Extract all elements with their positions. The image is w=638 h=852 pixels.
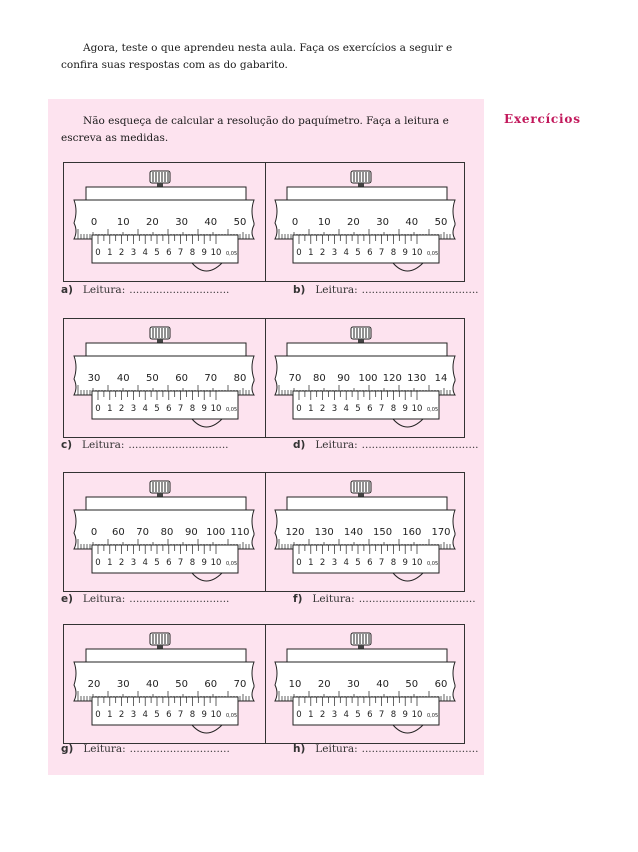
main-scale-number: 100 (358, 373, 378, 384)
vernier-number: 5 (154, 710, 160, 720)
vernier-number: 0 (296, 248, 302, 258)
exercise-letter: h) (293, 743, 306, 755)
vernier-number: 4 (343, 248, 349, 258)
vernier-number: 3 (130, 248, 137, 258)
main-scale-number: 40 (146, 679, 159, 690)
caliper-jaw (393, 725, 423, 733)
intro-paragraph: Agora, teste o que aprendeu nesta aula. Faça os exercícios a seguir e confira suas respostas com as do gabarito. (61, 42, 453, 71)
vernier-number: 6 (367, 404, 373, 414)
reading-label: Leitura: (82, 284, 126, 296)
caliper-jaw (192, 419, 222, 427)
vernier-number: 6 (166, 404, 172, 414)
vernier-number: 4 (142, 710, 148, 720)
vernier-number: 6 (367, 710, 373, 720)
caliper-diagram (64, 473, 264, 591)
main-scale-number: 50 (175, 679, 188, 690)
vernier-number: 10 (411, 710, 423, 720)
vernier-number: 7 (378, 404, 385, 414)
vernier-number: 8 (390, 558, 397, 568)
instruction-paragraph: Não esqueça de calcular a resolução do paquímetro. Faça a leitura e escreva as medidas. (61, 115, 449, 144)
main-scale-number: 140 (343, 527, 363, 538)
vernier-number: 6 (367, 248, 373, 258)
main-scale-number: 14 (434, 373, 448, 384)
exercises-side-label: Exercícios (504, 112, 581, 126)
vernier-number: 5 (355, 710, 361, 720)
reading-line (293, 593, 476, 605)
main-scale-number: 30 (376, 217, 389, 228)
vernier-number: 2 (319, 248, 326, 258)
main-scale-number: 120 (382, 373, 402, 384)
reading-answer-blank[interactable]: .............................. (129, 743, 230, 755)
vernier-number: 1 (308, 248, 314, 258)
vernier-number: 10 (411, 248, 423, 258)
vernier-number: 5 (355, 558, 361, 568)
reading-line (293, 743, 478, 755)
reading-label: Leitura: (315, 439, 358, 451)
vernier-number: 0 (95, 248, 101, 258)
exercise-letter: g) (61, 743, 74, 755)
caliper-diagram (64, 319, 264, 437)
main-scale-number: 60 (204, 679, 218, 690)
vernier-number: 10 (210, 404, 222, 414)
vernier-number: 8 (189, 248, 196, 258)
vernier-number: 3 (331, 248, 338, 258)
vernier-number: 8 (189, 404, 196, 414)
vernier-unit-label: 0,05 (427, 251, 439, 257)
vernier-number: 10 (210, 248, 222, 258)
vernier-number: 7 (378, 710, 385, 720)
main-scale-number: 70 (288, 373, 302, 384)
main-scale-number: 100 (206, 527, 226, 538)
vernier-number: 9 (201, 404, 207, 414)
main-scale-number: 50 (405, 679, 419, 690)
main-scale-number: 30 (116, 679, 130, 690)
main-scale-number: 40 (376, 679, 389, 690)
vernier-number: 0 (95, 404, 101, 414)
reading-label: Leitura: (312, 593, 355, 605)
vernier-number: 7 (177, 248, 184, 258)
caliper-figure-pair (63, 624, 465, 744)
vernier-number: 4 (142, 558, 148, 568)
caliper-diagram (265, 473, 465, 591)
caliper-main-scale (275, 200, 455, 239)
caliper-main-scale (275, 662, 455, 701)
main-scale-number: 70 (136, 527, 150, 538)
exercise-letter: b) (293, 284, 306, 296)
reading-answer-blank[interactable]: .............................. (129, 593, 230, 605)
vernier-number: 2 (319, 710, 326, 720)
vernier-number: 7 (177, 558, 184, 568)
vernier-number: 5 (154, 248, 160, 258)
caliper-figure-pair (63, 162, 465, 282)
vernier-number: 5 (355, 248, 361, 258)
vernier-number: 0 (296, 558, 302, 568)
vernier-number: 1 (107, 248, 113, 258)
main-scale-number: 160 (402, 527, 422, 538)
reading-answer-blank[interactable]: ................................... (361, 284, 479, 296)
vernier-number: 2 (319, 558, 326, 568)
vernier-number: 1 (308, 558, 314, 568)
vernier-number: 0 (95, 710, 101, 720)
main-scale-number: 30 (175, 217, 188, 228)
vernier-number: 8 (390, 404, 397, 414)
vernier-number: 3 (331, 404, 338, 414)
vernier-unit-label: 0,05 (427, 713, 439, 719)
vernier-number: 1 (107, 710, 113, 720)
reading-line (61, 743, 230, 755)
main-scale-number: 40 (116, 373, 130, 384)
main-scale-number: 130 (407, 373, 427, 384)
vernier-number: 2 (118, 710, 125, 720)
caliper-diagram (265, 163, 465, 281)
caliper-jaw (192, 263, 222, 271)
main-scale-number: 20 (317, 679, 331, 690)
vernier-number: 2 (319, 404, 326, 414)
vernier-number: 2 (118, 404, 125, 414)
vernier-number: 9 (402, 248, 408, 258)
vernier-number: 9 (402, 404, 408, 414)
main-scale-number: 30 (87, 373, 101, 384)
main-scale-number: 150 (373, 527, 393, 538)
main-scale-number: 10 (317, 217, 331, 228)
caliper-jaw (192, 725, 222, 733)
exercise-letter: d) (293, 439, 306, 451)
reading-label: Leitura: (315, 284, 358, 296)
vernier-number: 1 (308, 710, 314, 720)
main-scale-number: 50 (146, 373, 159, 384)
vernier-number: 3 (130, 710, 137, 720)
main-scale-number: 90 (337, 373, 351, 384)
main-scale-number: 80 (160, 527, 174, 538)
vernier-number: 4 (343, 710, 349, 720)
main-scale-number: 80 (233, 373, 247, 384)
vernier-number: 10 (411, 558, 423, 568)
main-scale-number: 120 (285, 527, 305, 538)
vernier-number: 6 (166, 248, 172, 258)
vernier-number: 5 (355, 404, 361, 414)
caliper-figure-pair (63, 318, 465, 438)
main-scale-number: 90 (184, 527, 198, 538)
caliper-thumb-wheel (150, 171, 170, 187)
vernier-number: 2 (118, 248, 125, 258)
reading-line (293, 284, 479, 296)
main-scale-number: 80 (312, 373, 326, 384)
vernier-number: 0 (296, 404, 302, 414)
reading-line (61, 284, 229, 296)
vernier-number: 10 (210, 710, 222, 720)
vernier-number: 3 (130, 404, 137, 414)
vernier-number: 9 (402, 710, 408, 720)
main-scale-number: 20 (347, 217, 360, 228)
reading-label: Leitura: (315, 743, 358, 755)
vernier-number: 3 (331, 710, 338, 720)
main-scale-number: 70 (233, 679, 247, 690)
caliper-diagram (265, 625, 465, 743)
vernier-number: 5 (154, 404, 160, 414)
reading-line (61, 439, 229, 451)
vernier-number: 8 (390, 248, 397, 258)
main-scale-number: 0 (90, 217, 98, 228)
main-scale-number: 20 (87, 679, 101, 690)
main-scale-number: 50 (233, 217, 247, 228)
reading-answer-blank[interactable]: ................................... (361, 743, 479, 755)
vernier-number: 6 (166, 710, 172, 720)
main-scale-number: 40 (204, 217, 218, 228)
main-scale-number: 10 (116, 217, 130, 228)
vernier-number: 7 (378, 248, 385, 258)
main-scale-number: 60 (111, 527, 125, 538)
caliper-main-scale (74, 356, 254, 395)
vernier-number: 7 (177, 404, 184, 414)
main-scale-number: 70 (204, 373, 218, 384)
main-scale-number: 0 (291, 217, 299, 228)
caliper-jaw (192, 573, 222, 581)
vernier-number: 4 (343, 558, 349, 568)
caliper-thumb-wheel (351, 171, 371, 187)
vernier-number: 10 (411, 404, 423, 414)
main-scale-number: 60 (175, 373, 188, 384)
caliper-thumb-wheel (351, 327, 371, 343)
caliper-diagram (64, 163, 264, 281)
vernier-unit-label: 0,05 (427, 561, 439, 567)
main-scale-number: 170 (431, 527, 451, 538)
vernier-number: 1 (107, 404, 113, 414)
vernier-number: 0 (95, 558, 101, 568)
vernier-number: 1 (107, 558, 113, 568)
main-scale-number: 130 (314, 527, 334, 538)
main-scale-number: 60 (434, 679, 448, 690)
vernier-unit-label: 0,05 (226, 561, 238, 567)
vernier-number: 4 (343, 404, 349, 414)
vernier-number: 9 (201, 248, 207, 258)
reading-answer-blank[interactable]: ................................... (358, 593, 476, 605)
vernier-number: 6 (166, 558, 172, 568)
main-scale-number: 110 (230, 527, 250, 538)
reading-line (61, 593, 229, 605)
main-scale-number: 50 (434, 217, 448, 228)
main-scale-number: 30 (347, 679, 360, 690)
reading-line (293, 439, 479, 451)
vernier-number: 6 (367, 558, 373, 568)
vernier-number: 2 (118, 558, 125, 568)
reading-answer-blank[interactable]: .............................. (128, 439, 229, 451)
caliper-jaw (393, 419, 423, 427)
vernier-number: 9 (402, 558, 408, 568)
caliper-thumb-wheel (351, 633, 371, 649)
reading-answer-blank[interactable]: ................................... (361, 439, 479, 451)
vernier-unit-label: 0,05 (226, 251, 238, 257)
caliper-thumb-wheel (150, 481, 170, 497)
vernier-unit-label: 0,05 (226, 713, 238, 719)
caliper-figure-pair (63, 472, 465, 592)
caliper-jaw (393, 263, 423, 271)
caliper-main-scale (74, 662, 254, 701)
exercise-letter: a) (61, 284, 73, 296)
vernier-number: 0 (296, 710, 302, 720)
exercise-letter: f) (293, 593, 303, 605)
reading-label: Leitura: (82, 439, 125, 451)
vernier-number: 8 (390, 710, 397, 720)
vernier-number: 1 (308, 404, 314, 414)
main-scale-number: 10 (288, 679, 302, 690)
exercise-letter: e) (61, 593, 73, 605)
vernier-number: 5 (154, 558, 160, 568)
vernier-number: 3 (331, 558, 338, 568)
vernier-number: 10 (210, 558, 222, 568)
vernier-number: 4 (142, 248, 148, 258)
reading-label: Leitura: (83, 743, 126, 755)
main-scale-number: 40 (405, 217, 419, 228)
vernier-unit-label: 0,05 (226, 407, 238, 413)
main-scale-number: 0 (90, 527, 98, 538)
caliper-main-scale (74, 200, 254, 239)
vernier-number: 3 (130, 558, 137, 568)
vernier-number: 7 (177, 710, 184, 720)
caliper-thumb-wheel (150, 327, 170, 343)
reading-label: Leitura: (82, 593, 126, 605)
vernier-number: 9 (201, 710, 207, 720)
vernier-number: 7 (378, 558, 385, 568)
caliper-diagram (265, 319, 465, 437)
vernier-unit-label: 0,05 (427, 407, 439, 413)
caliper-thumb-wheel (150, 633, 170, 649)
vernier-number: 9 (201, 558, 207, 568)
vernier-number: 4 (142, 404, 148, 414)
reading-answer-blank[interactable]: .............................. (129, 284, 230, 296)
vernier-number: 8 (189, 558, 196, 568)
exercise-letter: c) (61, 439, 73, 451)
main-scale-number: 20 (146, 217, 159, 228)
caliper-jaw (393, 573, 423, 581)
caliper-diagram (64, 625, 264, 743)
caliper-thumb-wheel (351, 481, 371, 497)
vernier-number: 8 (189, 710, 196, 720)
